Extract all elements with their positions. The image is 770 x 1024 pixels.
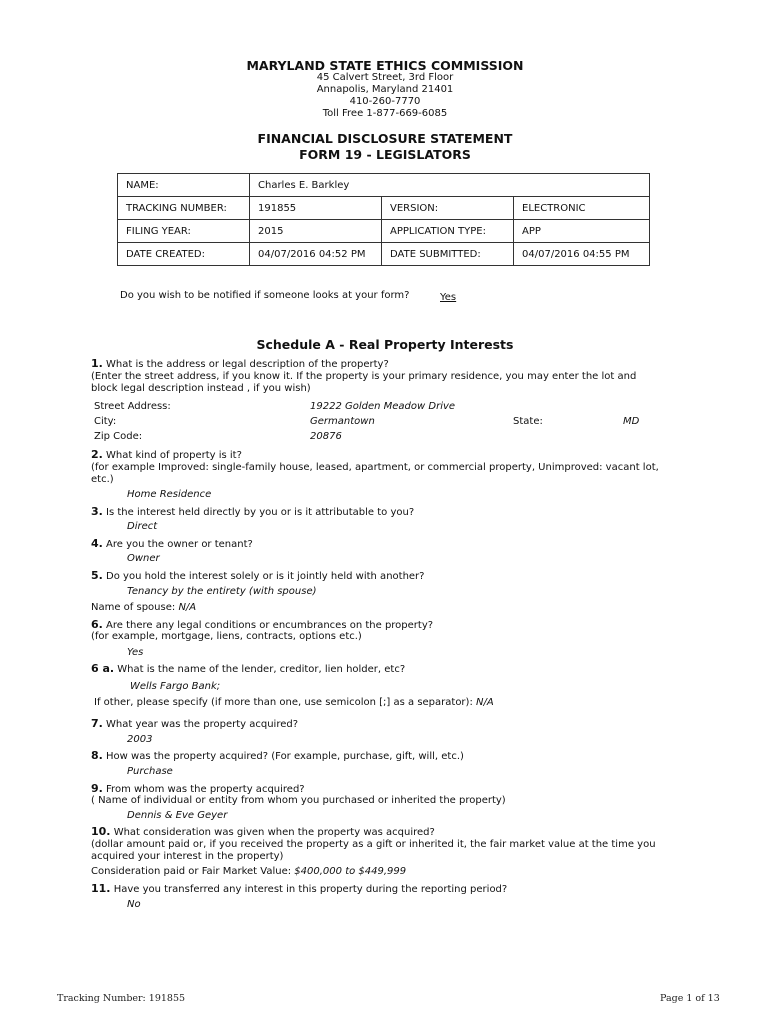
q5-question bbox=[91, 569, 424, 582]
q5-number: 5. bbox=[91, 569, 103, 582]
q4-text: Are you the owner or tenant? bbox=[106, 539, 253, 550]
street-value: 19222 Golden Meadow Drive bbox=[310, 401, 456, 412]
q9-number: 9. bbox=[91, 782, 103, 795]
q6a-other-value: N/A bbox=[476, 697, 494, 708]
tracking-value: 191855 bbox=[250, 197, 382, 220]
q5-answer: Tenancy by the entirety (with spouse) bbox=[127, 586, 317, 597]
application-type-value: APP bbox=[514, 220, 650, 243]
q10-value-label: Consideration paid or Fair Market Value: bbox=[91, 866, 292, 877]
q3-text: Is the interest held directly by you or is it attributable to you? bbox=[106, 507, 415, 518]
q6a-other-label: If other, please specify (if more than one, use semicolon [;] as a separator): bbox=[94, 697, 473, 708]
application-type-label: APPLICATION TYPE: bbox=[382, 220, 514, 243]
q1-hint-1: (Enter the street address, if you know it. If the property is your primary residence, you may enter the lot and bbox=[91, 371, 637, 382]
name-value: Charles E. Barkley bbox=[250, 174, 650, 197]
q1-number: 1. bbox=[91, 357, 103, 370]
name-label: NAME: bbox=[118, 174, 250, 197]
q2-number: 2. bbox=[91, 448, 103, 461]
q6-number: 6. bbox=[91, 618, 103, 631]
q2-hint-2: etc.) bbox=[91, 474, 114, 485]
q6a-other-line bbox=[94, 697, 494, 708]
version-value: ELECTRONIC bbox=[514, 197, 650, 220]
q4-question bbox=[91, 537, 253, 550]
date-submitted-label: DATE SUBMITTED: bbox=[382, 243, 514, 266]
q6-question bbox=[91, 618, 433, 631]
q7-text: What year was the property acquired? bbox=[106, 719, 299, 730]
spouse-value: N/A bbox=[178, 602, 197, 613]
q6a-question bbox=[91, 662, 405, 675]
phone-line: 410-260-7770 bbox=[349, 96, 421, 107]
footer-page-number: Page 1 of 13 bbox=[660, 993, 720, 1004]
q7-answer: 2003 bbox=[127, 734, 153, 745]
address-line-2: Annapolis, Maryland 21401 bbox=[316, 84, 454, 95]
notify-answer[interactable]: Yes bbox=[440, 292, 457, 303]
footer-tracking-number: Tracking Number: 191855 bbox=[57, 993, 186, 1004]
q7-number: 7. bbox=[91, 717, 103, 730]
q8-text: How was the property acquired? (For example, purchase, gift, will, etc.) bbox=[106, 751, 464, 762]
q4-answer: Owner bbox=[127, 553, 160, 564]
q10-question bbox=[91, 825, 435, 838]
q1-question bbox=[91, 357, 389, 370]
q9-answer: Dennis & Eve Geyer bbox=[127, 810, 228, 821]
q4-number: 4. bbox=[91, 537, 103, 550]
q10-number: 10. bbox=[91, 825, 111, 838]
q1-text: What is the address or legal description of the property? bbox=[106, 359, 389, 370]
q8-answer: Purchase bbox=[127, 766, 173, 777]
city-label: City: bbox=[94, 416, 117, 427]
commission-title: MARYLAND STATE ETHICS COMMISSION bbox=[246, 58, 524, 73]
q11-answer: No bbox=[127, 899, 141, 910]
spouse-label: Name of spouse: bbox=[91, 602, 176, 613]
address-line-1: 45 Calvert Street, 3rd Floor bbox=[316, 72, 454, 83]
schedule-title: Schedule A - Real Property Interests bbox=[256, 337, 514, 352]
q6a-answer: Wells Fargo Bank; bbox=[130, 681, 221, 692]
q6a-text: What is the name of the lender, creditor, lien holder, etc? bbox=[117, 664, 406, 675]
filing-year-label: FILING YEAR: bbox=[118, 220, 250, 243]
date-submitted-value: 04/07/2016 04:55 PM bbox=[514, 243, 650, 266]
toll-free-line: Toll Free 1-877-669-6085 bbox=[322, 108, 448, 119]
version-label: VERSION: bbox=[382, 197, 514, 220]
q9-question bbox=[91, 782, 305, 795]
date-created-label: DATE CREATED: bbox=[118, 243, 250, 266]
q11-number: 11. bbox=[91, 882, 111, 895]
q9-hint: ( Name of individual or entity from whom you purchased or inherited the property) bbox=[91, 795, 506, 806]
state-value: MD bbox=[623, 416, 640, 427]
q6-hint: (for example, mortgage, liens, contracts, options etc.) bbox=[91, 631, 362, 642]
q6-text: Are there any legal conditions or encumbrances on the property? bbox=[106, 620, 434, 631]
q3-answer: Direct bbox=[127, 521, 158, 532]
q6a-number: 6 a. bbox=[91, 662, 115, 675]
q2-question bbox=[91, 448, 242, 461]
q5-text: Do you hold the interest solely or is it jointly held with another? bbox=[106, 571, 425, 582]
q10-hint-1: (dollar amount paid or, if you received the property as a gift or inherited it, the fair market value at the time you bbox=[91, 839, 656, 850]
q10-value-line bbox=[91, 866, 406, 877]
notify-question: Do you wish to be notified if someone looks at your form? bbox=[120, 290, 410, 301]
q6-answer: Yes bbox=[127, 647, 144, 658]
filing-year-value: 2015 bbox=[250, 220, 382, 243]
zip-label: Zip Code: bbox=[94, 431, 143, 442]
q2-text: What kind of property is it? bbox=[106, 450, 242, 461]
q10-value: $400,000 to $449,999 bbox=[294, 866, 407, 877]
q7-question bbox=[91, 717, 298, 730]
spouse-line bbox=[91, 602, 196, 613]
q3-question bbox=[91, 505, 414, 518]
street-label: Street Address: bbox=[94, 401, 171, 412]
q2-answer: Home Residence bbox=[127, 489, 212, 500]
q1-hint-2: block legal description instead , if you wish) bbox=[91, 383, 311, 394]
state-label: State: bbox=[513, 416, 543, 427]
zip-value: 20876 bbox=[310, 431, 342, 442]
q11-question bbox=[91, 882, 507, 895]
q8-question bbox=[91, 749, 464, 762]
date-created-value: 04/07/2016 04:52 PM bbox=[250, 243, 382, 266]
form-subtitle: FORM 19 - LEGISLATORS bbox=[299, 147, 471, 162]
q11-text: Have you transferred any interest in this property during the reporting period? bbox=[113, 884, 508, 895]
q2-hint-1: (for example Improved: single-family house, leased, apartment, or commercial property, Unimproved: vacant lot, bbox=[91, 462, 659, 473]
q3-number: 3. bbox=[91, 505, 103, 518]
q8-number: 8. bbox=[91, 749, 103, 762]
q10-hint-2: acquired your interest in the property) bbox=[91, 851, 284, 862]
filer-info-table bbox=[117, 173, 650, 266]
q9-text: From whom was the property acquired? bbox=[106, 784, 305, 795]
tracking-label: TRACKING NUMBER: bbox=[118, 197, 250, 220]
q10-text: What consideration was given when the property was acquired? bbox=[113, 827, 435, 838]
city-value: Germantown bbox=[310, 416, 375, 427]
form-title: FINANCIAL DISCLOSURE STATEMENT bbox=[257, 131, 513, 146]
